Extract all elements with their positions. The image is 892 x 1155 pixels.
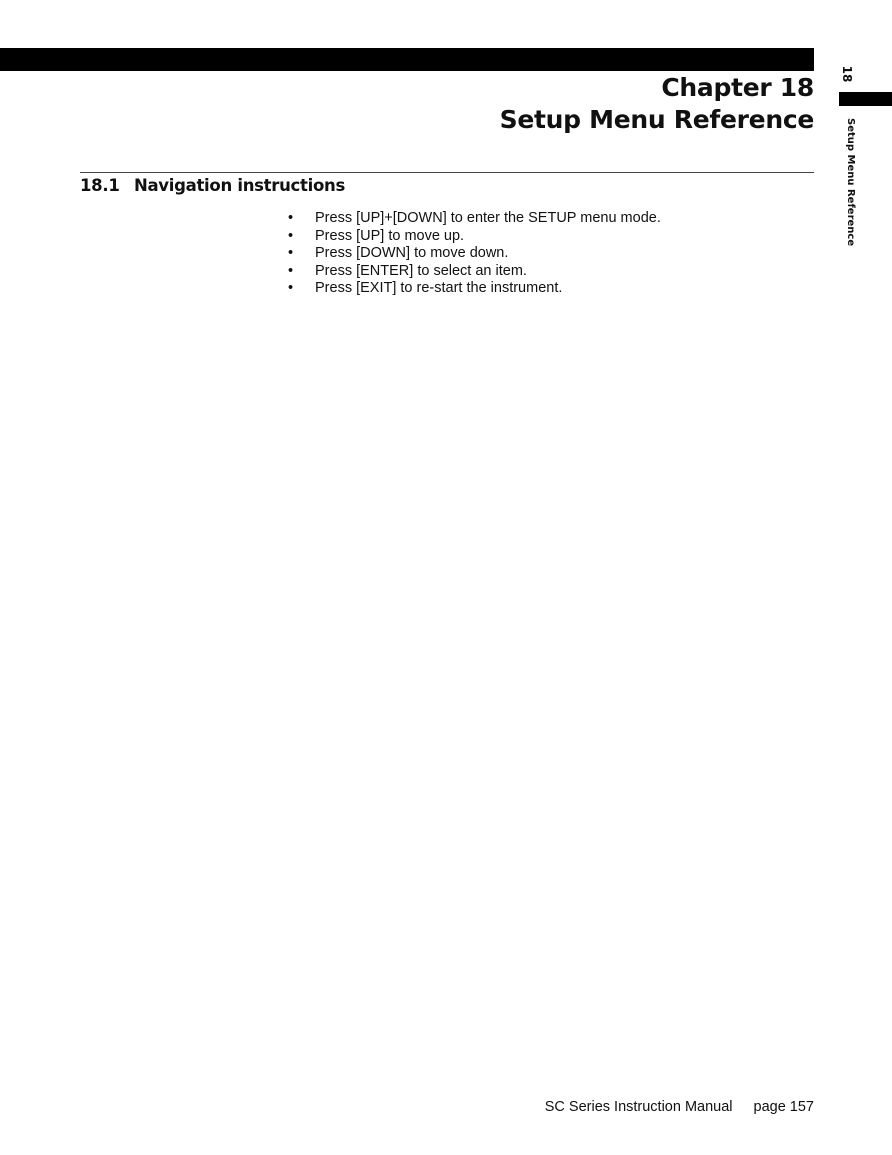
chapter-title xyxy=(500,72,814,136)
list-item xyxy=(288,245,661,263)
side-tab-marker xyxy=(839,92,892,106)
section-title: Navigation instructions xyxy=(133,176,345,195)
list-item-text: Press [EXIT] to re-start the instrument. xyxy=(315,280,563,297)
list-item-text: Press [ENTER] to select an item. xyxy=(315,262,527,279)
list-item xyxy=(288,280,661,298)
list-item-text: Press [UP]+[DOWN] to enter the SETUP menu mode. xyxy=(315,210,661,226)
section-number: 18.1 xyxy=(80,176,120,195)
section-divider xyxy=(80,172,814,173)
list-item xyxy=(288,210,661,228)
list-item xyxy=(288,263,661,281)
side-tab-label: Setup Menu Reference xyxy=(845,118,856,247)
chapter-name-title: Setup Menu Reference xyxy=(499,105,814,134)
bullet-marker: • xyxy=(288,262,294,279)
list-item xyxy=(288,228,661,246)
chapter-number-title: Chapter 18 xyxy=(661,73,814,102)
section-heading xyxy=(80,174,345,198)
side-tab-chapter-number: 18 xyxy=(840,65,854,83)
navigation-instructions-list xyxy=(288,210,661,298)
bullet-marker: • xyxy=(288,245,294,262)
list-item-text: Press [UP] to move up. xyxy=(315,227,465,244)
list-item-text: Press [DOWN] to move down. xyxy=(315,245,509,262)
header-bar xyxy=(0,48,814,71)
manual-name: SC Series Instruction Manual xyxy=(544,1099,733,1115)
bullet-marker: • xyxy=(288,280,294,297)
bullet-marker: • xyxy=(288,227,294,244)
page-footer xyxy=(545,1098,814,1116)
page-number: page 157 xyxy=(753,1099,814,1115)
bullet-marker: • xyxy=(288,210,294,226)
